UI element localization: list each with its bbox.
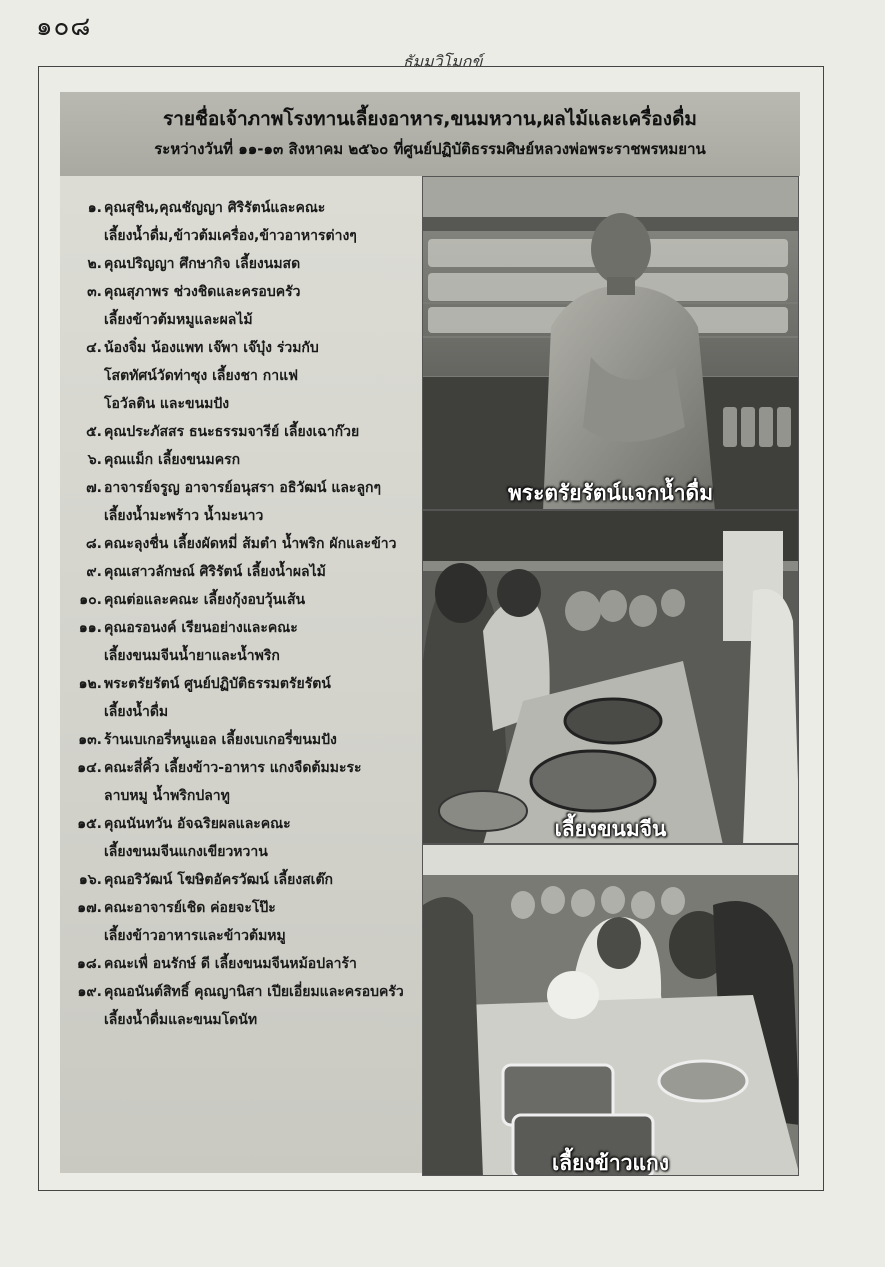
donor-item	[68, 278, 422, 334]
photo-khanom-jeen	[422, 510, 799, 844]
donor-number: ๑๖.	[78, 872, 102, 888]
donor-line: อาจารย์จรูญ อาจารย์อนุสรา อธิวัฒน์ และลูกๆ	[104, 480, 382, 496]
donor-line: พระตรัยรัตน์ ศูนย์ปฏิบัติธรรมตรัยรัตน์	[104, 676, 331, 692]
donor-line: ลาบหมู น้ำพริกปลาทู	[104, 788, 230, 804]
donor-number: ๑.	[87, 200, 102, 216]
donor-number: ๓.	[87, 284, 102, 300]
banner-title: รายชื่อเจ้าภาพโรงทานเลี้ยงอาหาร,ขนมหวาน,ผลไม้และเครื่องดื่ม	[163, 108, 697, 130]
donor-item	[68, 530, 422, 558]
photo-rice-curry	[422, 844, 799, 1176]
donor-item	[68, 474, 422, 530]
donor-item	[68, 810, 422, 866]
donor-line: ร้านเบเกอรี่หนูแอล เลี้ยงเบเกอรี่ขนมปัง	[104, 732, 337, 748]
donor-item	[68, 250, 422, 278]
donor-number: ๑๑.	[78, 620, 102, 636]
photo-caption: เลี้ยงข้าวแกง	[551, 1151, 670, 1175]
donor-number: ๔.	[86, 340, 102, 356]
donor-line: คุณเสาวลักษณ์ ศิริรัตน์ เลี้ยงน้ำผลไม้	[104, 564, 326, 580]
donor-item	[68, 194, 422, 250]
donor-number: ๑๕.	[77, 816, 102, 832]
donor-item	[68, 446, 422, 474]
donor-item	[68, 950, 422, 978]
donor-line: คณะอาจารย์เชิด ค่อยจะโป๊ะ	[104, 900, 276, 916]
donor-line: คุณอนันต์สิทธิ์ คุณญานิสา เปียเอี่ยมและครอบครัว	[104, 984, 404, 1000]
donor-number: ๑๔.	[77, 760, 102, 776]
donor-item	[68, 334, 422, 418]
donor-line: เลี้ยงขนมจีนแกงเขียวหวาน	[104, 844, 268, 860]
donor-number: ๒.	[87, 256, 102, 272]
donor-item	[68, 754, 422, 810]
donor-line: คุณต่อและคณะ เลี้ยงกุ้งอบวุ้นเส้น	[104, 592, 306, 608]
donor-line: เลี้ยงน้ำดื่ม,ข้าวต้มเครื่อง,ข้าวอาหารต่างๆ	[104, 228, 357, 244]
donor-number: ๘.	[85, 536, 102, 552]
donor-line: คณะลุงชื่น เลี้ยงผัดหมี่ ส้มตำ น้ำพริก ผักและข้าว	[104, 536, 397, 552]
donor-list	[68, 194, 422, 1034]
donor-line: โอวัลติน และขนมปัง	[104, 396, 230, 412]
donor-line: น้องจิ๋ม น้องแพท เจ๊พา เจ๊บุ๋ง ร่วมกับ	[104, 340, 319, 356]
donor-item	[68, 586, 422, 614]
donor-number: ๑๗.	[77, 900, 102, 916]
donor-line: คุณอรอนงค์ เรียนอย่างและคณะ	[104, 620, 298, 636]
donor-number: ๖.	[87, 452, 102, 468]
page-number: ๑๐๘	[36, 12, 92, 42]
donor-line: คณะสี่คิ้ว เลี้ยงข้าว-อาหาร แกงจืดต้มมะระ	[104, 760, 362, 776]
donor-line: คุณอริวัฒน์ โฆษิตอัครวัฒน์ เลี้ยงสเต๊ก	[104, 872, 334, 888]
donor-item	[68, 866, 422, 894]
donor-item	[68, 670, 422, 726]
donor-item	[68, 978, 422, 1034]
donor-line: คุณปริญญา ศึกษากิจ เลี้ยงนมสด	[104, 256, 301, 272]
donor-line: คณะเพื่ อนรักษ์ ดี เลี้ยงขนมจีนหม้อปลาร้า	[104, 956, 357, 972]
donor-number: ๙.	[86, 564, 102, 580]
photo-monk-water	[422, 176, 799, 510]
khanom-jeen-photo-illustration	[423, 511, 799, 844]
donor-line: คุณสุภาพร ช่วงชิดและครอบครัว	[104, 284, 301, 300]
monk-photo-illustration	[423, 177, 799, 510]
donor-item	[68, 894, 422, 950]
donor-line: เลี้ยงน้ำดื่มและขนมโดนัท	[104, 1012, 258, 1028]
running-header: ธัมมวิโมกข์	[402, 52, 483, 71]
donor-line: คุณนันทวัน อัจฉริยผลและคณะ	[104, 816, 291, 832]
donor-number: ๑๘.	[76, 956, 102, 972]
donor-line: คุณสุชิน,คุณชัญญา ศิริรัตน์และคณะ	[104, 200, 326, 216]
donor-number: ๑๓.	[78, 732, 102, 748]
photo-caption: พระตรัยรัตน์แจกน้ำดื่ม	[507, 481, 714, 505]
donor-item	[68, 614, 422, 670]
donor-number: ๗.	[86, 480, 102, 496]
donor-item	[68, 726, 422, 754]
photo-caption: เลี้ยงขนมจีน	[554, 817, 667, 841]
donor-line: คุณแม็ก เลี้ยงขนมครก	[104, 452, 241, 468]
donor-line: เลี้ยงข้าวต้มหมูและผลไม้	[104, 312, 253, 328]
rice-curry-photo-illustration	[423, 845, 799, 1176]
donor-line: เลี้ยงข้าวอาหารและข้าวต้มหมู	[104, 928, 286, 944]
donor-line: คุณประภัสสร ธนะธรรมจารีย์ เลี้ยงเฉาก๊วย	[104, 424, 360, 440]
donor-item	[68, 418, 422, 446]
donor-number: ๑๙.	[77, 984, 102, 1000]
banner-subtitle: ระหว่างวันที่ ๑๑-๑๓ สิงหาคม ๒๕๖๐ ที่ศูนย์ปฏิบัติธรรมศิษย์หลวงพ่อพระราชพรหมยาน	[154, 140, 706, 158]
donor-number: ๑๐.	[79, 592, 102, 608]
donor-item	[68, 558, 422, 586]
donor-line: เลี้ยงขนมจีนน้ำยาและน้ำพริก	[104, 648, 280, 664]
title-banner	[60, 92, 800, 176]
donor-number: ๑๒.	[78, 676, 102, 692]
donor-line: เลี้ยงน้ำดื่ม	[104, 704, 169, 720]
donor-line: โสตทัศน์วัดท่าซุง เลี้ยงชา กาแฟ	[104, 368, 299, 384]
donor-line: เลี้ยงน้ำมะพร้าว น้ำมะนาว	[104, 508, 264, 524]
donor-number: ๕.	[86, 424, 102, 440]
